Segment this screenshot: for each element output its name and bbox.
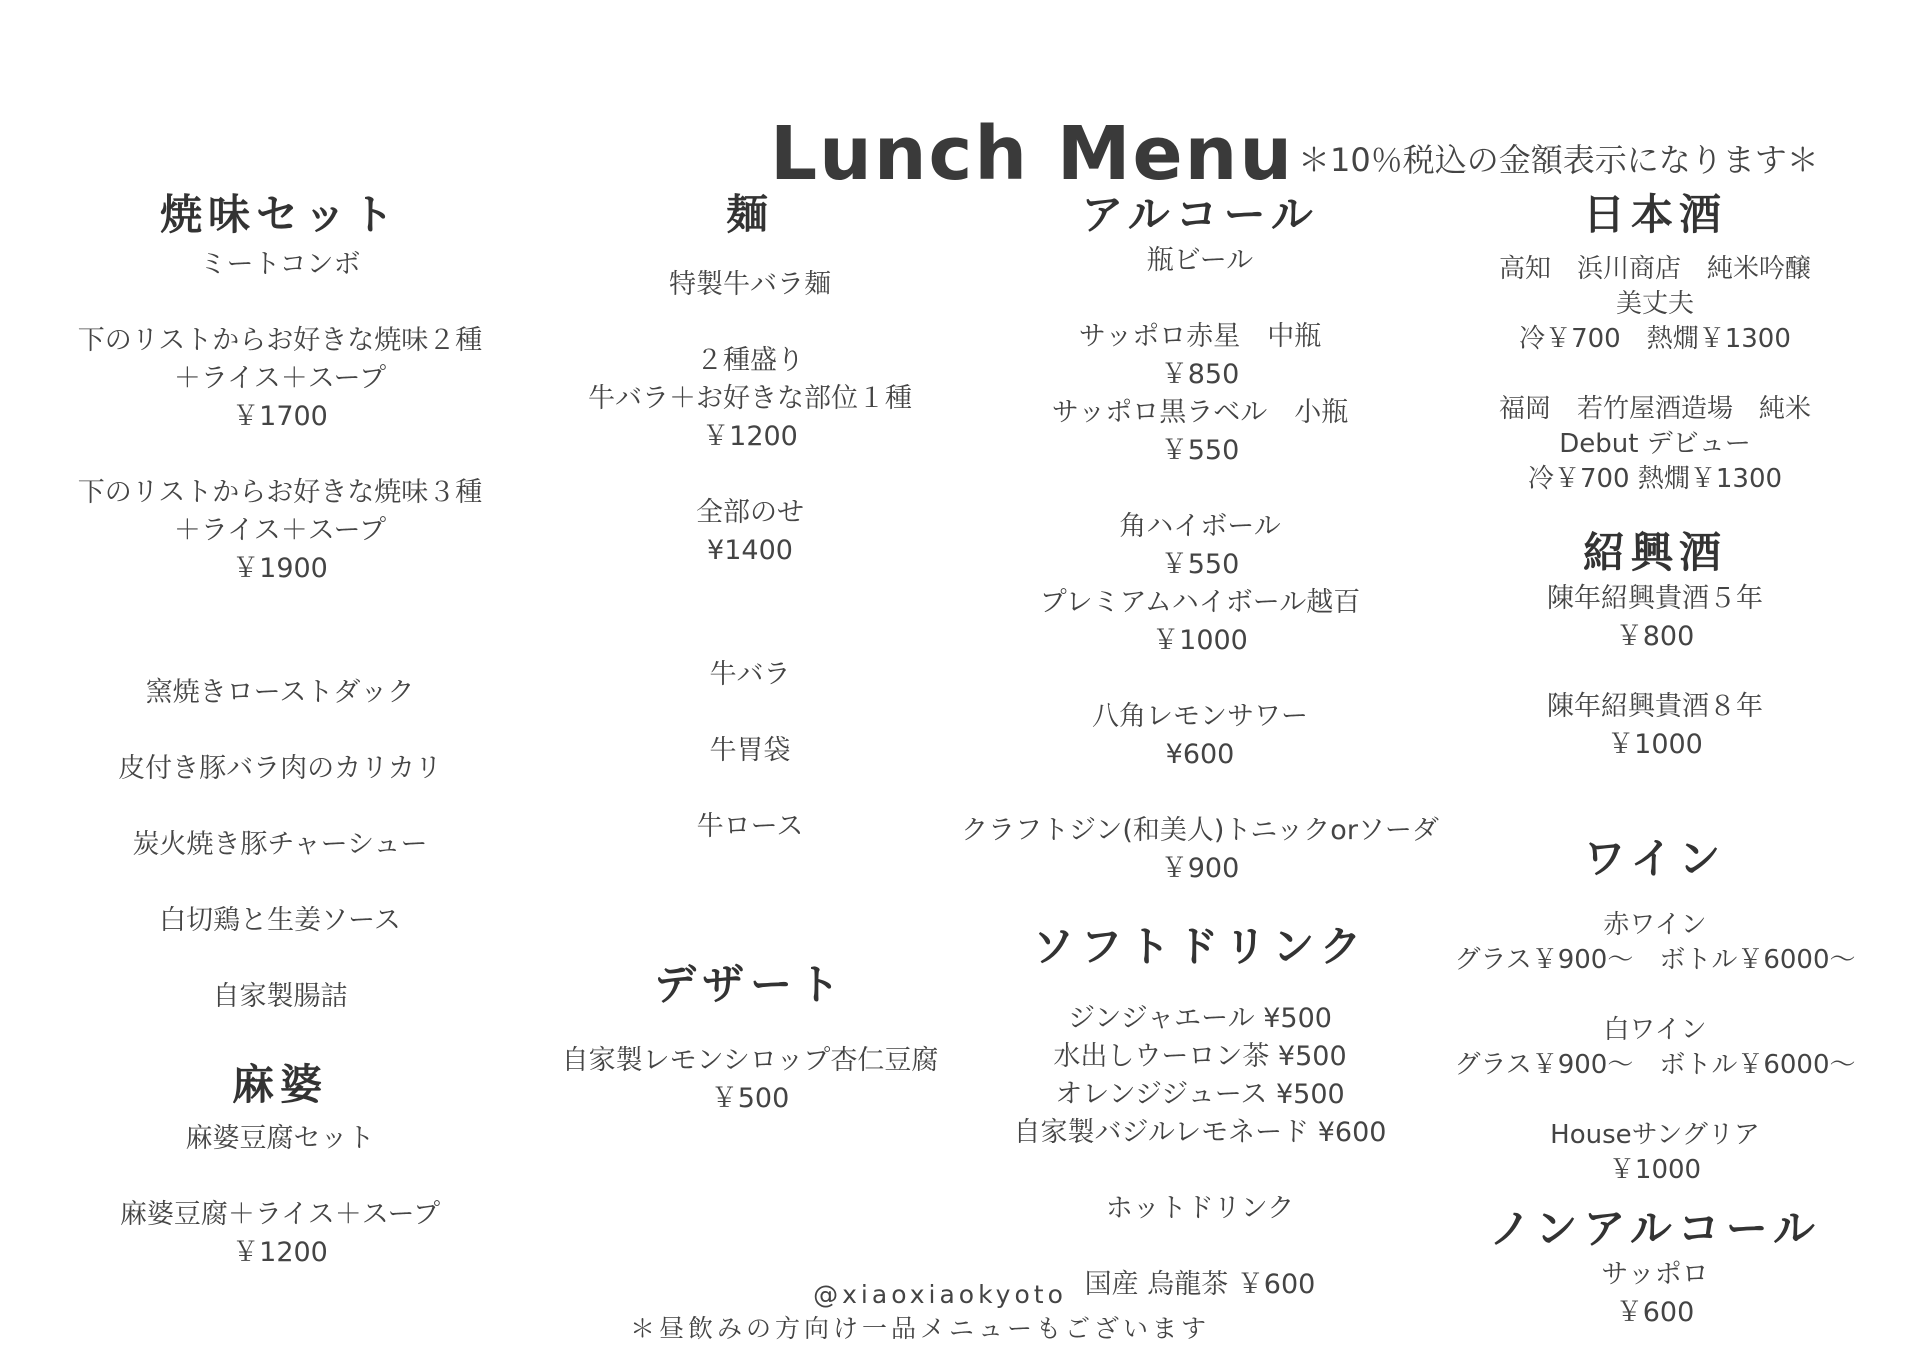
dessert-section — [530, 958, 970, 1118]
soft-item: 水出しウーロン茶 ¥500 — [1053, 1041, 1347, 1072]
wine-sangria: Houseサングリア — [1550, 1120, 1760, 1150]
sake-fukuoka-line1: 福岡 若竹屋酒造場 純米 — [1498, 394, 1811, 424]
mapo-item-name: 麻婆豆腐セット — [185, 1123, 375, 1154]
noodles-section — [530, 188, 970, 846]
soft-section — [960, 920, 1440, 1304]
dessert-item-price: ￥500 — [710, 1083, 790, 1114]
page-title: Lunch Menu — [770, 111, 1295, 197]
wine-heading: ワイン — [1583, 834, 1727, 883]
shaoxing-heading: 紹興酒 — [1582, 528, 1727, 577]
sake-kochi-line2: 美丈夫 — [1615, 289, 1694, 319]
noodle-item-name: 特製牛バラ麺 — [669, 269, 831, 300]
hot-tea: 国産 烏龍茶 ￥600 — [1084, 1269, 1316, 1300]
wine-white: 白ワイン — [1603, 1015, 1707, 1045]
all-price: ¥1400 — [707, 535, 793, 566]
set2-price: ￥1700 — [232, 401, 328, 432]
nonalc-item: サッポロ — [1601, 1259, 1709, 1290]
yakimi-item: 窯焼きローストダック — [145, 677, 415, 708]
set3-line1: 下のリストからお好きな焼味３種 — [77, 477, 483, 508]
set2-line1: 下のリストからお好きな焼味２種 — [77, 325, 483, 356]
mapo-heading: 麻婆 — [231, 1060, 328, 1109]
mapo-item-desc: 麻婆豆腐＋ライス＋スープ — [119, 1199, 441, 1230]
two-label: ２種盛り — [696, 345, 804, 376]
mapo-section — [40, 1058, 520, 1272]
soft-item: オレンジジュース ¥500 — [1055, 1079, 1345, 1110]
kuro-price: ￥550 — [1160, 435, 1240, 466]
akaboshi: サッポロ赤星 中瓶 — [1078, 321, 1322, 352]
yakimi-item: 炭火焼き豚チャーシュー — [132, 829, 428, 860]
footer-note: ＊昼飲みの方向け一品メニューもございます — [629, 1314, 1210, 1343]
yakimi-item: 白切鶏と生姜ソース — [159, 905, 401, 936]
lemon: 八角レモンサワー — [1092, 701, 1308, 732]
shaoxing-eight-price: ￥1000 — [1607, 729, 1703, 760]
premium-price: ￥1000 — [1152, 625, 1248, 656]
mapo-item-price: ￥1200 — [232, 1237, 328, 1268]
wine-white-price: グラス￥900〜 ボトル￥6000〜 — [1454, 1050, 1856, 1080]
shaoxing-section — [1430, 526, 1880, 764]
noodle-part: 牛バラ — [709, 659, 791, 690]
set3-price: ￥1900 — [232, 553, 328, 584]
nonalc-heading: ノンアルコール — [1489, 1204, 1821, 1253]
noodle-part: 牛ロース — [696, 811, 804, 842]
yakimi-subheading: ミートコンボ — [199, 249, 361, 280]
yakimi-item: 皮付き豚バラ肉のカリカリ — [118, 753, 442, 784]
premium: プレミアムハイボール越百 — [1039, 587, 1361, 618]
sake-fukuoka-line2: Debut デビュー — [1559, 429, 1751, 459]
sake-kochi-price: 冷￥700 熱燗￥1300 — [1519, 324, 1791, 354]
nonalc-section — [1430, 1202, 1880, 1332]
wine-sangria-price: ￥1000 — [1608, 1155, 1702, 1185]
yakimi-heading: 焼味セット — [159, 190, 400, 239]
yakimi-section — [40, 188, 520, 1016]
akaboshi-price: ￥850 — [1160, 359, 1240, 390]
shaoxing-five: 陳年紹興貴酒５年 — [1547, 583, 1763, 614]
yakimi-item: 自家製腸詰 — [212, 981, 348, 1012]
gin-price: ￥900 — [1160, 853, 1240, 884]
lemon-price: ¥600 — [1165, 739, 1235, 770]
alcohol-section — [960, 188, 1440, 888]
kaku: 角ハイボール — [1119, 511, 1281, 542]
kaku-price: ￥550 — [1160, 549, 1240, 580]
shaoxing-five-price: ￥800 — [1615, 621, 1695, 652]
soft-item: 自家製バジルレモネード ¥600 — [1013, 1117, 1387, 1148]
sake-section — [1430, 188, 1880, 497]
set2-line2: ＋ライス＋スープ — [173, 363, 387, 394]
soft-item: ジンジャエール ¥500 — [1068, 1003, 1332, 1034]
alcohol-subheading: 瓶ビール — [1146, 245, 1254, 276]
noodles-heading: 麺 — [725, 190, 774, 239]
alcohol-heading: アルコール — [1081, 190, 1319, 239]
wine-red-price: グラス￥900〜 ボトル￥6000〜 — [1454, 945, 1856, 975]
tax-note: ＊10％税込の金額表示になります＊ — [1298, 141, 1819, 179]
sake-fukuoka-price: 冷￥700 熱燗￥1300 — [1527, 464, 1783, 494]
two-desc: 牛バラ＋お好きな部位１種 — [588, 383, 912, 414]
dessert-heading: デザート — [653, 960, 846, 1009]
sake-heading: 日本酒 — [1582, 190, 1727, 239]
wine-red: 赤ワイン — [1603, 910, 1707, 940]
soft-heading: ソフトドリンク — [1032, 922, 1368, 971]
set3-line2: ＋ライス＋スープ — [173, 515, 387, 546]
gin: クラフトジン(和美人)トニックorソーダ — [961, 815, 1439, 846]
noodle-part: 牛胃袋 — [709, 735, 791, 766]
instagram-handle: @xiaoxiaokyoto — [813, 1280, 1067, 1309]
shaoxing-eight: 陳年紹興貴酒８年 — [1547, 691, 1763, 722]
dessert-item-name: 自家製レモンシロップ杏仁豆腐 — [561, 1045, 939, 1076]
wine-section — [1430, 832, 1880, 1188]
all-label: 全部のせ — [696, 497, 804, 528]
nonalc-price: ￥600 — [1615, 1297, 1695, 1328]
two-price: ￥1200 — [702, 421, 798, 452]
hot-label: ホットドリンク — [1105, 1193, 1295, 1224]
kuro: サッポロ黒ラベル 小瓶 — [1051, 397, 1349, 428]
sake-kochi-line1: 高知 浜川商店 純米吟醸 — [1498, 254, 1811, 284]
